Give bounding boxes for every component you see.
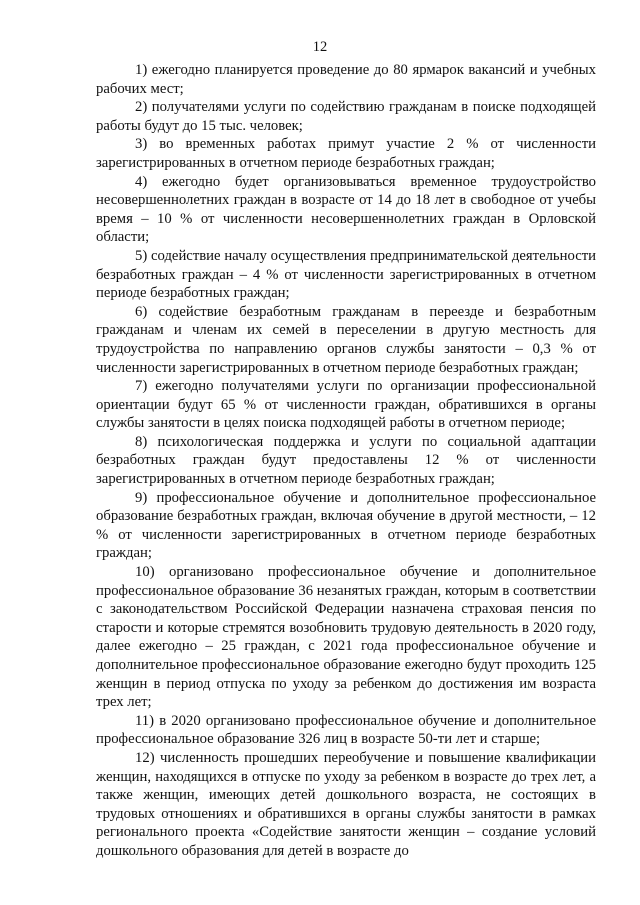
- list-item: 10) организовано профессиональное обучение и дополнительное профессиональное образование 36 незанятых граждан, которым в соответствии с законодательством Российской Федерации назначена страховая пенсия по старости и которые стремятся возобновить трудовую деятельность в 2020 году, далее ежегодно – 25 граждан, с 2021 года профессиональное обучение и дополнительное профессиональное образование ежегодно будут проходить 125 женщин в период отпуска по уходу за ребенком до достижения им возраста трех лет;: [96, 564, 596, 711]
- list-item: 8) психологическая поддержка и услуги по социальной адаптации безработных граждан будут предоставлены 12 % от численности зарегистрированных в отчетном периоде безработных граждан;: [96, 433, 596, 488]
- list-item: 1) ежегодно планируется проведение до 80 ярмарок вакансий и учебных рабочих мест;: [96, 62, 596, 97]
- list-item: 4) ежегодно будет организовываться временное трудоустройство несовершеннолетних граждан в возрасте от 14 до 18 лет в свободное от учебы время – 10 % от численности несовершеннолетних граждан в Орловской области;: [96, 173, 596, 246]
- list-item: 3) во временных работах примут участие 2 % от численности зарегистрированных в отчетном периоде безработных граждан;: [96, 136, 596, 171]
- list-item: 5) содействие началу осуществления предпринимательской деятельности безработных граждан – 4 % от численности зарегистрированных в отчетном периоде безработных граждан;: [96, 247, 596, 302]
- list-item: 11) в 2020 организовано профессиональное обучение и дополнительное профессиональное образование 326 лиц в возрасте 50-ти лет и старше;: [96, 712, 596, 748]
- list-item: 6) содействие безработным гражданам в переезде и безработным гражданам и членам их семей в переселении в другую местность для трудоустройства по направлению органов службы занятости – 0,3 % от численности зарегистрированных в отчетном периоде безработных граждан;: [96, 303, 596, 376]
- page-number: 12: [312, 39, 328, 55]
- list-item: 9) профессиональное обучение и дополнительное профессиональное образование безработных граждан, включая обучение в другой местности, – 12 % от численности зарегистрированных в отчетном периоде безработных граждан;: [96, 489, 596, 562]
- list-item: 12) численность прошедших переобучение и повышение квалификации женщин, находящихся в отпуске по уходу за ребенком в возрасте до трех лет, а также женщин, имеющих детей дошкольного возраста, не состоящих в трудовых отношениях и обратившихся в органы службы занятости в рамках регионального проекта «Содействие занятости женщин – создание условий дошкольного образования для детей в возрасте до: [96, 749, 596, 859]
- document-body: [96, 61, 596, 861]
- list-item: 7) ежегодно получателями услуги по организации профессиональной ориентации будут 65 % от численности граждан, обратившихся в органы службы занятости в целях поиска подходящей работы в отчетном периоде;: [96, 378, 596, 432]
- list-item: 2) получателями услуги по содействию гражданам в поиске подходящей работы будут до 15 тыс. человек;: [96, 99, 596, 134]
